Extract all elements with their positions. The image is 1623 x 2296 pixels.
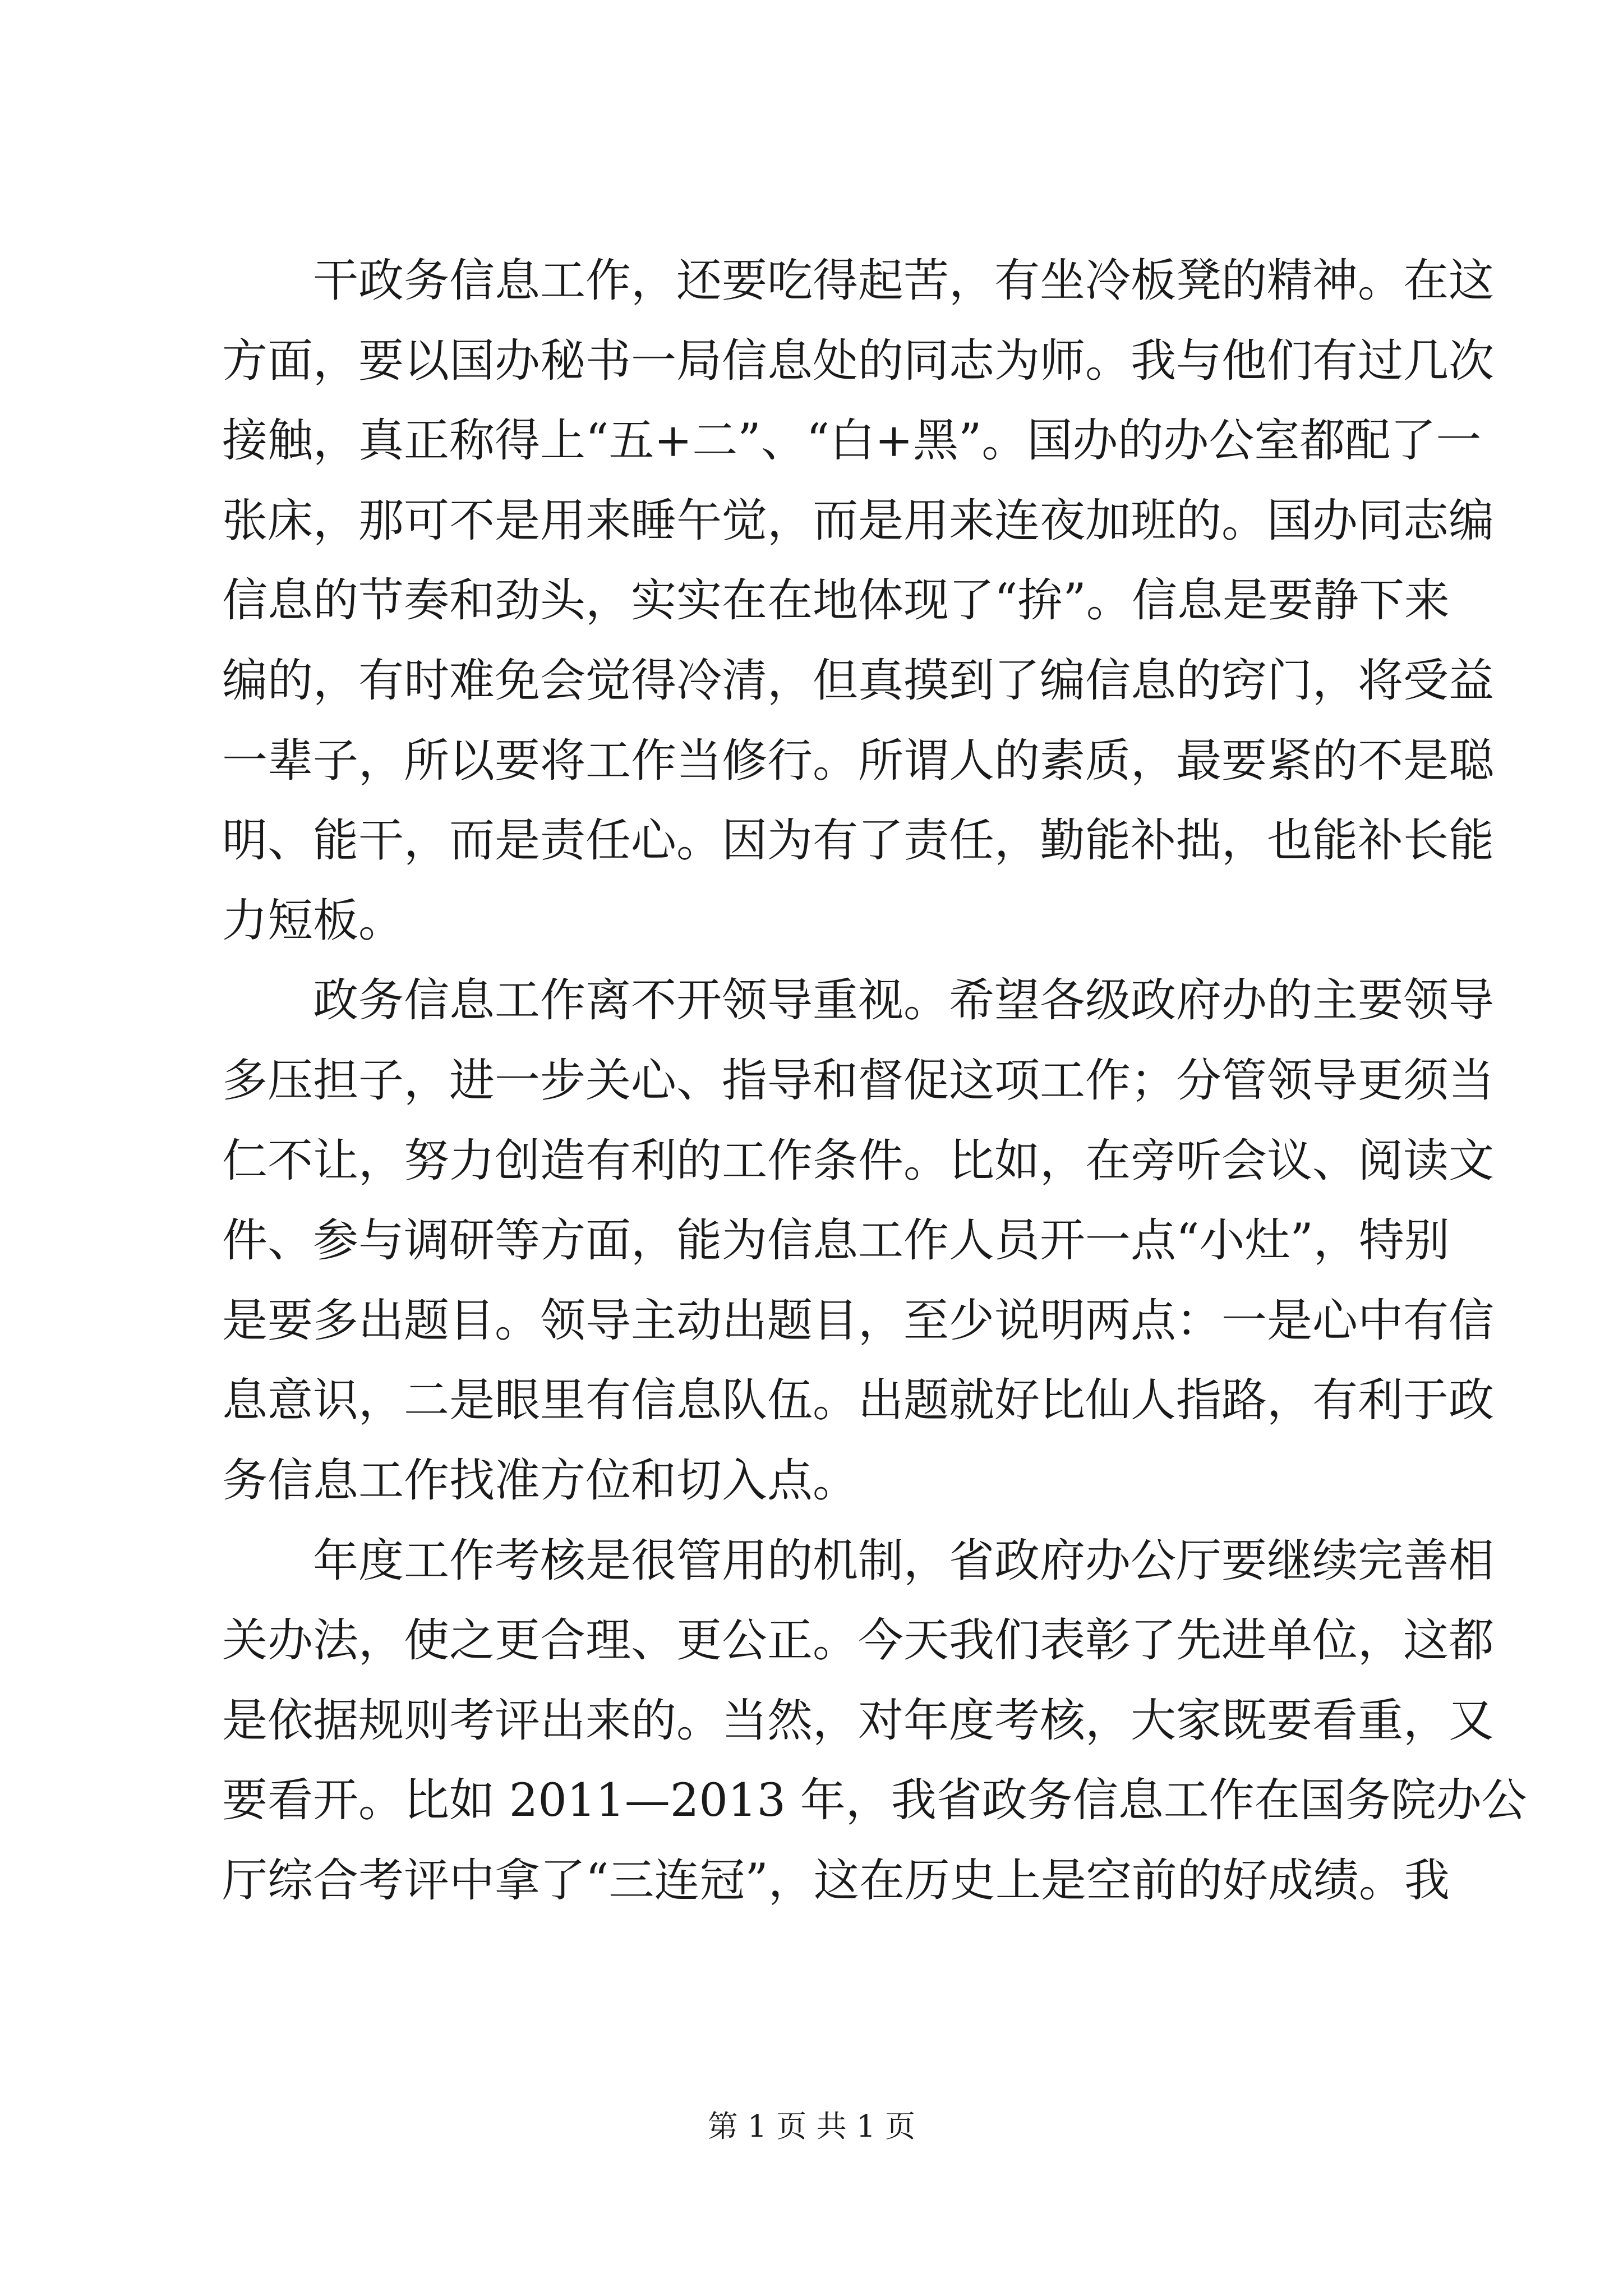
text-line: 干政务信息工作，还要吃得起苦，有坐冷板凳的精神。在这 <box>313 255 1495 307</box>
text-line: 关办法，使之更合理、更公正。今天我们表彰了先进单位，这都 <box>222 1614 1495 1668</box>
page-footer <box>0 2102 1623 2146</box>
text-line: 编的，有时难免会觉得冷清，但真摸到了编信息的窍门，将受益 <box>222 654 1495 707</box>
paragraph-3 <box>222 1521 1527 1921</box>
text-line: 张床，那可不是用来睡午觉，而是用来连夜加班的。国办同志编 <box>222 494 1495 547</box>
text-line: 方面，要以国办秘书一局信息处的同志为师。我与他们有过几次 <box>222 334 1495 388</box>
text-line: 年度工作考核是很管用的机制，省政府办公厅要继续完善相 <box>313 1534 1495 1588</box>
text-line: 件、参与调研等方面，能为信息工作人员开一点“小灶”，特别 <box>222 1214 1450 1268</box>
text-line: 多压担子，进一步关心、指导和督促这项工作；分管领导更须当 <box>222 1054 1495 1107</box>
paragraph-2 <box>222 961 1495 1521</box>
text-line: 一辈子，所以要将工作当修行。所谓人的素质，最要紧的不是聪 <box>222 734 1495 788</box>
text-line: 是要多出题目。领导主动出题目，至少说明两点：一是心中有信 <box>222 1294 1495 1347</box>
text-line: 务信息工作找准方位和切入点。 <box>222 1454 859 1507</box>
text-line: 厅综合考评中拿了“三连冠”，这在历史上是空前的好成绩。我 <box>222 1854 1450 1907</box>
text-line: 是依据规则考评出来的。当然，对年度考核，大家既要看重，又 <box>222 1694 1495 1747</box>
paragraph-1 <box>222 241 1495 961</box>
text-line: 仁不让，努力创造有利的工作条件。比如，在旁听会议、阅读文 <box>222 1134 1495 1188</box>
text-line: 政务信息工作离不开领导重视。希望各级政府办的主要领导 <box>313 974 1495 1028</box>
text-line: 力短板。 <box>222 894 404 947</box>
text-line: 接触，真正称得上“五+二”、“白+黑”。国办的办公室都配了一 <box>222 415 1482 468</box>
text-line: 要看开。比如 2011—2013 年，我省政务信息工作在国务院办公 <box>222 1774 1527 1828</box>
text-line: 信息的节奏和劲头，实实在在地体现了“拚”。信息是要静下来 <box>222 574 1450 628</box>
text-line: 息意识，二是眼里有信息队伍。出题就好比仙人指路，有利于政 <box>222 1374 1495 1428</box>
text-line: 明、能干，而是责任心。因为有了责任，勤能补拙，也能补长能 <box>222 815 1495 868</box>
page-number-label: 第 1 页 共 1 页 <box>707 2109 916 2144</box>
document-body <box>222 241 1527 1921</box>
